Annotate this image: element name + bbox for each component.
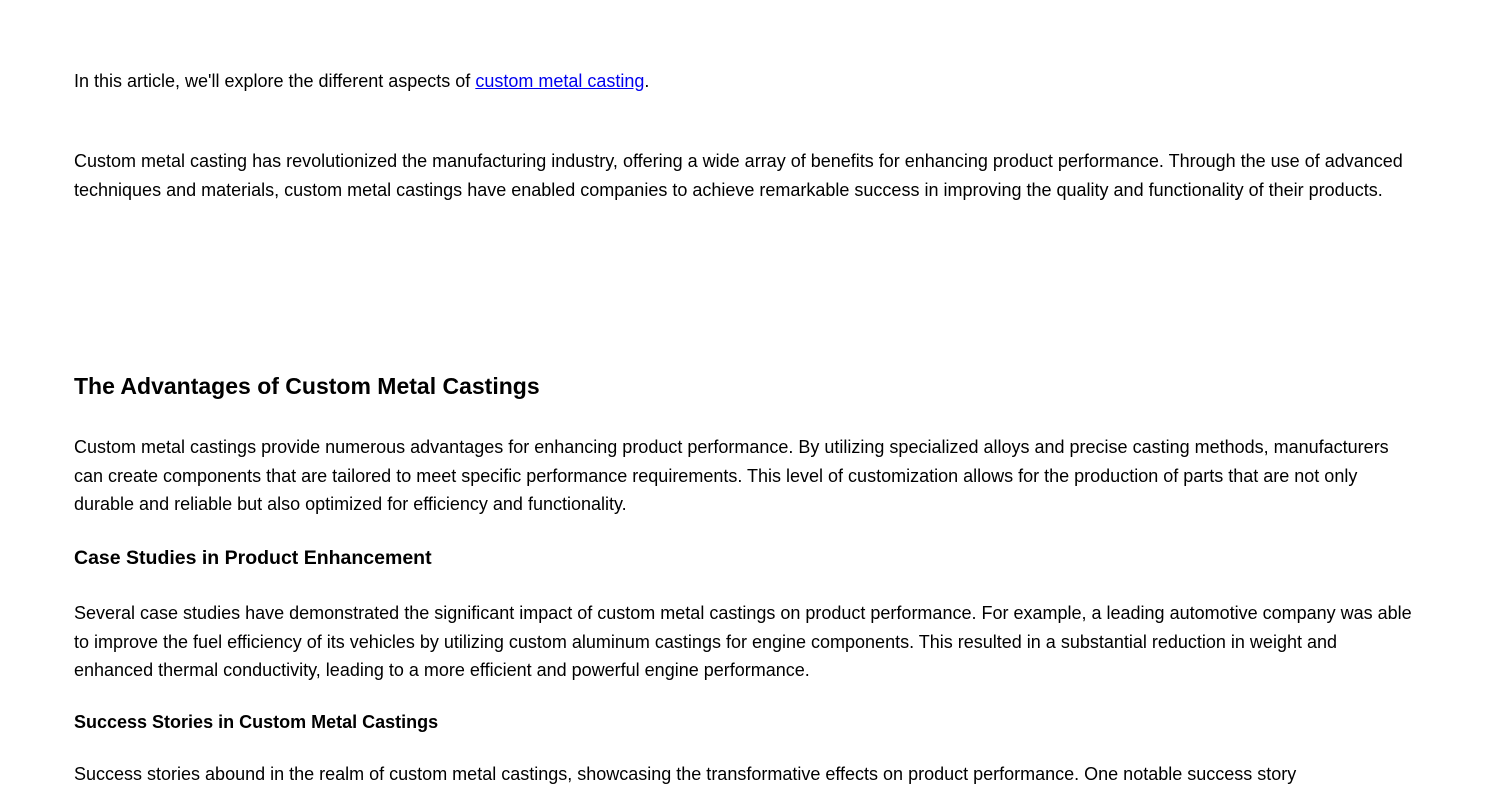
advantages-heading: The Advantages of Custom Metal Castings (74, 373, 540, 399)
advantages-paragraph: Custom metal castings provide numerous advantages for enhancing product performance. By utilizing specialized alloys and precise casting methods, manufacturers can create components that are tailored to meet specific performance requirements. This level of customization allows for the production of parts that are not only durable and reliable but also optimized for efficiency and functionality. (74, 437, 1389, 514)
intro-paragraph (74, 67, 1419, 96)
intro-text: In this article, we'll explore the different aspects of (74, 71, 476, 91)
success-stories-paragraph: Success stories abound in the realm of custom metal castings, showcasing the transformative effects on product performance. One notable success story (74, 764, 1297, 784)
custom-metal-casting-link[interactable]: custom metal casting (475, 71, 645, 91)
case-studies-heading: Case Studies in Product Enhancement (74, 547, 432, 569)
overview-paragraph: Custom metal casting has revolutionized the manufacturing industry, offering a wide array of benefits for enhancing product performance. Through the use of advanced techniques and materials, custom metal castings have enabled companies to achieve remarkable success in improving the quality and functionality of their products. (74, 151, 1403, 200)
case-studies-paragraph: Several case studies have demonstrated the significant impact of custom metal castings on product performance. For example, a leading automotive company was able to improve the fuel efficiency of its vehicles by utilizing custom aluminum castings for engine components. This resulted in a substantial reduction in weight and enhanced thermal conductivity, leading to a more efficient and powerful engine performance. (74, 603, 1412, 680)
intro-period: . (644, 71, 650, 91)
success-stories-heading: Success Stories in Custom Metal Castings (74, 712, 439, 732)
